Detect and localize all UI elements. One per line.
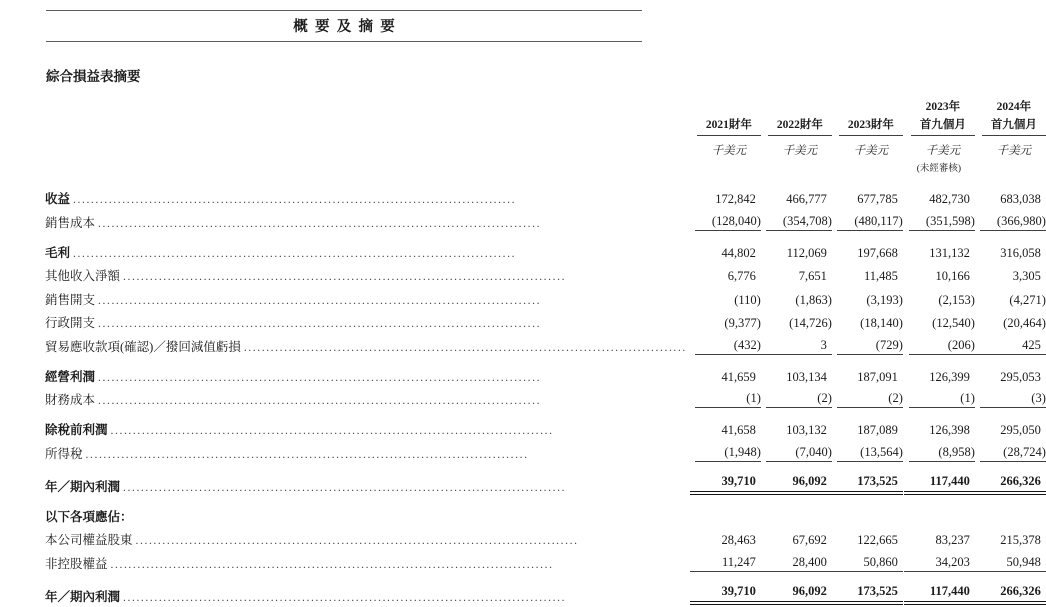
row-label: 除稅前利潤 bbox=[45, 423, 108, 437]
value: 3 bbox=[761, 338, 832, 355]
value-cell bbox=[975, 174, 1046, 209]
page-title: 概要及摘要 bbox=[293, 19, 402, 35]
header-cell bbox=[903, 98, 975, 116]
dot-leader bbox=[73, 248, 687, 260]
table-row bbox=[45, 497, 1046, 527]
header-unit-text: 千美元 bbox=[711, 145, 747, 157]
header-period-line2-text: 首九個月 bbox=[911, 116, 975, 136]
value-cell bbox=[690, 263, 761, 287]
value: (3,193) bbox=[866, 292, 903, 307]
value: (12,540) bbox=[932, 316, 975, 330]
value: 7,651 bbox=[798, 269, 827, 283]
row-label-cell bbox=[45, 527, 690, 551]
dot-leader bbox=[98, 295, 687, 307]
header-unit bbox=[45, 136, 1046, 158]
row-label: 以下各項應佔： bbox=[45, 509, 133, 524]
header-cell bbox=[690, 136, 761, 158]
value-cell bbox=[761, 333, 832, 357]
header-unit-text: 千美元 bbox=[996, 145, 1032, 157]
value: 122,665 bbox=[857, 533, 898, 547]
table-row bbox=[45, 233, 1046, 263]
header-cell bbox=[975, 136, 1046, 158]
value-cell bbox=[761, 527, 832, 551]
value: 50,948 bbox=[975, 555, 1046, 572]
row-label-wrap bbox=[45, 444, 690, 462]
value-cell bbox=[761, 464, 832, 497]
row-label-wrap bbox=[45, 507, 690, 525]
value: 96,092 bbox=[761, 474, 832, 495]
value-cell bbox=[903, 440, 975, 464]
value-cell bbox=[903, 286, 975, 310]
header-cell bbox=[832, 158, 903, 174]
header-spacer-cell bbox=[45, 98, 690, 116]
value-cell bbox=[975, 464, 1046, 497]
value: (729) bbox=[837, 338, 903, 355]
row-label-wrap bbox=[45, 390, 690, 408]
value: 10,166 bbox=[935, 269, 970, 283]
value: 683,038 bbox=[1000, 192, 1041, 206]
value: 466,777 bbox=[786, 192, 827, 206]
row-label-cell bbox=[45, 174, 690, 209]
header-spacer-cell bbox=[45, 136, 690, 158]
value: (432) bbox=[695, 338, 761, 355]
value: 6,776 bbox=[727, 269, 756, 283]
value: 11,485 bbox=[863, 269, 898, 283]
value: 28,400 bbox=[761, 555, 832, 572]
dot-leader bbox=[86, 449, 687, 461]
header-cell bbox=[903, 116, 975, 136]
header-period-line2-text: 2021財年 bbox=[697, 116, 761, 136]
value: 173,525 bbox=[832, 584, 903, 605]
value bbox=[690, 511, 761, 525]
value: 34,203 bbox=[904, 555, 975, 572]
value-cell bbox=[975, 209, 1046, 233]
dot-leader bbox=[98, 372, 687, 384]
header-cell bbox=[903, 158, 975, 174]
dot-leader bbox=[111, 559, 687, 571]
value-cell bbox=[832, 527, 903, 551]
header-cell bbox=[690, 158, 761, 174]
row-label-cell bbox=[45, 310, 690, 334]
value-cell bbox=[832, 310, 903, 334]
table-row bbox=[45, 286, 1046, 310]
value: 28,463 bbox=[721, 533, 756, 547]
table-row bbox=[45, 333, 1046, 357]
row-label: 經營利潤 bbox=[45, 369, 96, 384]
header-unit-text: 千美元 bbox=[925, 145, 961, 157]
value: 172,842 bbox=[715, 192, 756, 206]
value-cell bbox=[832, 174, 903, 209]
value: (480,117) bbox=[837, 214, 903, 231]
header-note-text: (未經審核) bbox=[916, 164, 962, 174]
value: 215,378 bbox=[1000, 533, 1041, 547]
value: 103,134 bbox=[786, 369, 827, 384]
value: 117,440 bbox=[904, 474, 975, 495]
value-cell bbox=[903, 497, 975, 527]
page-header bbox=[46, 10, 642, 42]
value-cell bbox=[975, 410, 1046, 440]
row-label: 本公司權益股東 bbox=[45, 533, 133, 547]
row-label: 收益 bbox=[45, 192, 71, 206]
value-cell bbox=[761, 263, 832, 287]
table-row bbox=[45, 440, 1046, 464]
value-cell bbox=[690, 174, 761, 209]
value: 425 bbox=[975, 338, 1046, 355]
value-cell bbox=[975, 497, 1046, 527]
header-period-line2 bbox=[45, 116, 1046, 136]
row-label-wrap bbox=[45, 243, 690, 261]
table-row bbox=[45, 263, 1046, 287]
row-label-wrap bbox=[45, 420, 690, 438]
value-cell bbox=[832, 263, 903, 287]
value-cell bbox=[690, 310, 761, 334]
value: (9,377) bbox=[724, 316, 761, 330]
value-cell bbox=[761, 410, 832, 440]
row-label: 年／期內利潤 bbox=[45, 589, 121, 604]
value: (354,708) bbox=[766, 214, 832, 231]
row-label-cell bbox=[45, 357, 690, 387]
value: 173,525 bbox=[832, 474, 903, 495]
header-cell bbox=[761, 98, 832, 116]
value: (7,040) bbox=[766, 445, 832, 462]
value-cell bbox=[903, 464, 975, 497]
row-label: 銷售成本 bbox=[45, 215, 96, 230]
table-row bbox=[45, 410, 1046, 440]
header-cell bbox=[975, 158, 1046, 174]
row-label-cell bbox=[45, 333, 690, 357]
value-cell bbox=[903, 387, 975, 411]
value: (8,958) bbox=[909, 445, 975, 462]
value-cell bbox=[903, 263, 975, 287]
table-row bbox=[45, 310, 1046, 334]
value: 677,785 bbox=[857, 192, 898, 206]
header-cell bbox=[690, 116, 761, 136]
value: (1) bbox=[695, 391, 761, 408]
value-cell bbox=[975, 387, 1046, 411]
row-label-cell bbox=[45, 574, 690, 607]
value-cell bbox=[690, 286, 761, 310]
value: 67,692 bbox=[792, 533, 827, 547]
dot-leader bbox=[136, 535, 687, 547]
value-cell bbox=[903, 357, 975, 387]
header-cell bbox=[690, 98, 761, 116]
value-cell bbox=[975, 233, 1046, 263]
value: (206) bbox=[909, 338, 975, 355]
dot-leader bbox=[111, 425, 687, 437]
row-label-wrap bbox=[45, 337, 690, 355]
value-cell bbox=[975, 286, 1046, 310]
value-cell bbox=[975, 550, 1046, 574]
table-row bbox=[45, 387, 1046, 411]
header-cell bbox=[975, 116, 1046, 136]
value-cell bbox=[832, 464, 903, 497]
value: (1,948) bbox=[695, 445, 761, 462]
header-cell bbox=[832, 136, 903, 158]
value-cell bbox=[832, 233, 903, 263]
row-label-cell bbox=[45, 440, 690, 464]
value-cell bbox=[975, 574, 1046, 607]
value: 50,860 bbox=[832, 555, 903, 572]
value-cell bbox=[832, 333, 903, 357]
dot-leader bbox=[98, 395, 687, 407]
value: (2) bbox=[766, 391, 832, 408]
value bbox=[975, 511, 1046, 525]
value: 126,399 bbox=[929, 369, 970, 384]
value-cell bbox=[903, 233, 975, 263]
table-head bbox=[45, 98, 1046, 174]
value-cell bbox=[975, 527, 1046, 551]
row-label: 毛利 bbox=[45, 245, 71, 260]
value-cell bbox=[690, 233, 761, 263]
row-label-cell bbox=[45, 263, 690, 287]
value: 126,398 bbox=[929, 423, 970, 437]
value-cell bbox=[832, 387, 903, 411]
table-row bbox=[45, 464, 1046, 497]
value-cell bbox=[975, 263, 1046, 287]
table-row bbox=[45, 174, 1046, 209]
value: 39,710 bbox=[690, 474, 761, 495]
value-cell bbox=[761, 440, 832, 464]
header-period-line1 bbox=[45, 98, 1046, 116]
header-cell bbox=[761, 158, 832, 174]
value-cell bbox=[690, 410, 761, 440]
row-label-wrap bbox=[45, 313, 690, 331]
dot-leader bbox=[123, 271, 687, 283]
value-cell bbox=[903, 550, 975, 574]
value-cell bbox=[761, 286, 832, 310]
value-cell bbox=[690, 497, 761, 527]
row-label: 年／期內利潤 bbox=[45, 479, 121, 494]
row-label-cell bbox=[45, 387, 690, 411]
row-label-cell bbox=[45, 209, 690, 233]
value-cell bbox=[690, 550, 761, 574]
value-cell bbox=[832, 410, 903, 440]
value: (14,726) bbox=[789, 316, 832, 330]
row-label-wrap bbox=[45, 554, 690, 572]
value: 187,089 bbox=[857, 423, 898, 437]
value-cell bbox=[761, 174, 832, 209]
header-unit-text: 千美元 bbox=[853, 145, 889, 157]
value-cell bbox=[690, 527, 761, 551]
value-cell bbox=[903, 527, 975, 551]
row-label: 貿易應收款項(確認)／撥回減值虧損 bbox=[45, 339, 241, 354]
dot-leader bbox=[98, 318, 687, 330]
dot-leader bbox=[98, 218, 687, 230]
value bbox=[904, 511, 975, 525]
dot-leader bbox=[73, 194, 687, 206]
value: 112,069 bbox=[786, 245, 827, 260]
row-label-cell bbox=[45, 464, 690, 497]
value-cell bbox=[761, 310, 832, 334]
value: 131,132 bbox=[929, 245, 970, 260]
value: 266,326 bbox=[975, 584, 1046, 605]
section-title: 綜合損益表摘要 bbox=[46, 69, 141, 84]
document-page bbox=[0, 10, 1046, 604]
value: (366,980) bbox=[980, 214, 1046, 231]
value: (4,271) bbox=[1009, 292, 1046, 307]
value: 117,440 bbox=[904, 584, 975, 605]
income-statement-table bbox=[45, 98, 1046, 607]
value: (2,153) bbox=[938, 292, 975, 307]
row-label: 其他收入淨額 bbox=[45, 269, 121, 283]
value: 103,132 bbox=[786, 423, 827, 437]
row-label: 財務成本 bbox=[45, 393, 96, 407]
table-row bbox=[45, 574, 1046, 607]
value-cell bbox=[832, 574, 903, 607]
table-row bbox=[45, 527, 1046, 551]
header-cell bbox=[832, 98, 903, 116]
value-cell bbox=[903, 333, 975, 357]
value-cell bbox=[832, 497, 903, 527]
row-label-cell bbox=[45, 550, 690, 574]
value: 187,091 bbox=[857, 369, 898, 384]
row-label-wrap bbox=[45, 189, 690, 207]
header-cell bbox=[903, 136, 975, 158]
value: 41,658 bbox=[721, 423, 756, 437]
row-label: 所得稅 bbox=[45, 446, 83, 461]
value-cell bbox=[832, 440, 903, 464]
header-period-line2-text: 2022財年 bbox=[768, 116, 832, 136]
row-label: 銷售開支 bbox=[45, 292, 96, 307]
value-cell bbox=[903, 574, 975, 607]
value-cell bbox=[690, 209, 761, 233]
header-note bbox=[45, 158, 1046, 174]
dot-leader bbox=[123, 482, 687, 494]
row-label: 行政開支 bbox=[45, 316, 96, 330]
value: (110) bbox=[734, 292, 761, 307]
row-label-wrap bbox=[45, 530, 690, 548]
value-cell bbox=[903, 310, 975, 334]
value: (2) bbox=[837, 391, 903, 408]
value-cell bbox=[690, 357, 761, 387]
header-cell bbox=[761, 116, 832, 136]
value: 3,305 bbox=[1012, 269, 1041, 283]
row-label-wrap bbox=[45, 477, 690, 495]
value: (351,598) bbox=[909, 214, 975, 231]
value-cell bbox=[690, 440, 761, 464]
value-cell bbox=[761, 357, 832, 387]
value-cell bbox=[761, 233, 832, 263]
header-period-line2-text: 首九個月 bbox=[982, 116, 1046, 136]
header-spacer-cell bbox=[45, 116, 690, 136]
table-row bbox=[45, 550, 1046, 574]
value-cell bbox=[761, 209, 832, 233]
header-cell bbox=[975, 98, 1046, 116]
value-cell bbox=[761, 550, 832, 574]
value: 482,730 bbox=[929, 192, 970, 206]
value: 316,058 bbox=[1000, 245, 1041, 260]
row-label-cell bbox=[45, 233, 690, 263]
value-cell bbox=[690, 464, 761, 497]
value-cell bbox=[832, 550, 903, 574]
value: (13,564) bbox=[837, 445, 903, 462]
value: 83,237 bbox=[935, 533, 970, 547]
value-cell bbox=[975, 333, 1046, 357]
table-row bbox=[45, 357, 1046, 387]
value-cell bbox=[690, 333, 761, 357]
row-label-cell bbox=[45, 497, 690, 527]
value bbox=[832, 511, 903, 525]
dot-leader bbox=[244, 342, 687, 354]
header-period-line2-text: 2023財年 bbox=[839, 116, 903, 136]
value: 197,668 bbox=[857, 245, 898, 260]
row-label: 非控股權益 bbox=[45, 556, 108, 571]
value: (18,140) bbox=[860, 316, 903, 330]
value-cell bbox=[690, 387, 761, 411]
header-period-line1-text: 2023年 bbox=[925, 101, 961, 113]
value: 44,802 bbox=[721, 245, 756, 260]
value: 266,326 bbox=[975, 474, 1046, 495]
value-cell bbox=[761, 574, 832, 607]
value-cell bbox=[832, 357, 903, 387]
value: 11,247 bbox=[690, 555, 761, 572]
value: 41,659 bbox=[721, 369, 756, 384]
value-cell bbox=[832, 209, 903, 233]
header-unit-text: 千美元 bbox=[782, 145, 818, 157]
header-cell bbox=[761, 136, 832, 158]
value: (28,724) bbox=[980, 445, 1046, 462]
value-cell bbox=[761, 497, 832, 527]
row-label-wrap bbox=[45, 367, 690, 385]
row-label-wrap bbox=[45, 587, 690, 605]
value-cell bbox=[975, 440, 1046, 464]
value: (1) bbox=[909, 391, 975, 408]
dot-leader bbox=[123, 592, 687, 604]
row-label-wrap bbox=[45, 290, 690, 308]
header-period-line1-text: 2024年 bbox=[996, 101, 1032, 113]
value: 39,710 bbox=[690, 584, 761, 605]
value-cell bbox=[903, 410, 975, 440]
header-spacer-cell bbox=[45, 158, 690, 174]
table-body bbox=[45, 174, 1046, 607]
value bbox=[761, 511, 832, 525]
value: 96,092 bbox=[761, 584, 832, 605]
value-cell bbox=[903, 209, 975, 233]
value-cell bbox=[690, 574, 761, 607]
row-label-cell bbox=[45, 286, 690, 310]
header-cell bbox=[832, 116, 903, 136]
value: 295,050 bbox=[1000, 423, 1041, 437]
value-cell bbox=[832, 286, 903, 310]
row-label-wrap bbox=[45, 266, 690, 284]
value: (128,040) bbox=[695, 214, 761, 231]
value: (1,863) bbox=[795, 292, 832, 307]
value: 295,053 bbox=[1000, 369, 1041, 384]
value: (20,464) bbox=[1003, 316, 1046, 330]
row-label-wrap bbox=[45, 213, 690, 231]
value-cell bbox=[975, 357, 1046, 387]
value: (3) bbox=[980, 391, 1046, 408]
value-cell bbox=[975, 310, 1046, 334]
table-row bbox=[45, 209, 1046, 233]
value-cell bbox=[903, 174, 975, 209]
value-cell bbox=[761, 387, 832, 411]
row-label-cell bbox=[45, 410, 690, 440]
